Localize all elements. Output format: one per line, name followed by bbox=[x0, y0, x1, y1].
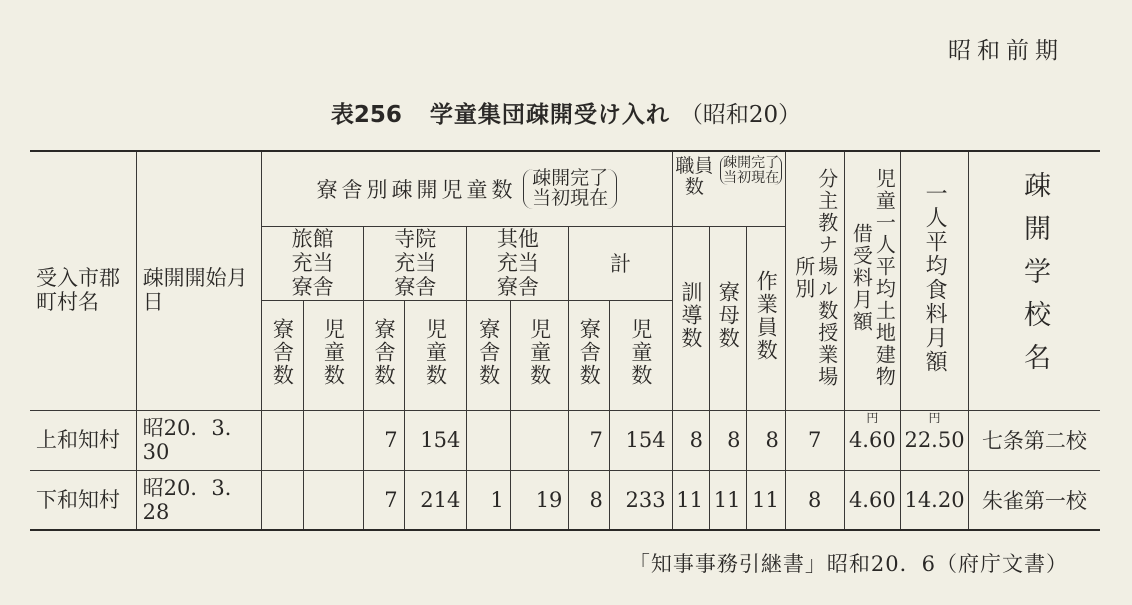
cell-food: 14.20 bbox=[901, 470, 969, 530]
header-temple-children: 児童数 bbox=[404, 300, 467, 410]
cell-municipality: 下和知村 bbox=[30, 470, 136, 530]
header-start-date: 疎開開始月日 bbox=[136, 151, 261, 410]
table-title bbox=[0, 96, 1132, 129]
cell-sagyo: 8 bbox=[747, 410, 785, 470]
cell-temple-dorms: 7 bbox=[364, 470, 404, 530]
cell-other-dorms bbox=[467, 410, 510, 470]
cell-branch: 8 bbox=[785, 470, 844, 530]
table-main-title: 学童集団疎開受け入れ bbox=[429, 102, 670, 128]
header-group-note bbox=[523, 166, 617, 209]
cell-ryobo: 8 bbox=[710, 410, 747, 470]
table-row bbox=[30, 470, 1100, 530]
header-staff-note-1: 疎開完了 bbox=[723, 155, 780, 171]
header-ryokan-dorms: 寮舎数 bbox=[262, 300, 303, 410]
header-other: 其他充当寮舎 bbox=[467, 226, 569, 300]
yen-unit: 円 bbox=[928, 410, 941, 425]
cell-rent: 4.60 bbox=[844, 470, 901, 530]
cell-municipality: 上和知村 bbox=[30, 410, 136, 470]
header-kundo: 訓導数 bbox=[672, 226, 709, 410]
table-title-year: （昭和20） bbox=[679, 102, 802, 128]
header-group-note-2: 当初現在 bbox=[532, 186, 609, 209]
cell-start-date: 昭20．3．30 bbox=[136, 410, 261, 470]
table-number: 表256 bbox=[330, 102, 402, 128]
cell-school: 七条第二校 bbox=[968, 410, 1100, 470]
cell-total-children: 233 bbox=[609, 470, 672, 530]
cell-other-dorms: 1 bbox=[467, 470, 510, 530]
cell-ryobo: 11 bbox=[710, 470, 747, 530]
cell-ryokan-dorms bbox=[262, 470, 303, 530]
cell-ryokan-dorms bbox=[262, 410, 303, 470]
cell-kundo: 11 bbox=[672, 470, 709, 530]
header-group-note-1: 疎開完了 bbox=[532, 166, 609, 189]
cell-food-value: 22.50 bbox=[904, 428, 965, 452]
header-other-dorms: 寮舎数 bbox=[467, 300, 510, 410]
header-ryokan-children: 児童数 bbox=[303, 300, 364, 410]
header-temple: 寺院充当寮舎 bbox=[364, 226, 467, 300]
cell-total-dorms: 7 bbox=[569, 410, 609, 470]
section-header: 昭和前期 bbox=[948, 38, 1064, 64]
header-school: 疎開学校名 bbox=[968, 151, 1100, 410]
yen-unit: 円 bbox=[866, 410, 879, 425]
header-staff-note-2: 当初現在 bbox=[723, 169, 780, 186]
header-rent: 児童一人平均土地建物借受料月額 bbox=[844, 151, 901, 410]
cell-ryokan-children bbox=[303, 410, 364, 470]
cell-rent-value: 4.60 bbox=[848, 428, 896, 452]
header-staff-main: 職員数 bbox=[675, 155, 714, 198]
cell-total-dorms: 8 bbox=[569, 470, 609, 530]
header-total-dorms: 寮舎数 bbox=[569, 300, 609, 410]
header-total-children: 児童数 bbox=[609, 300, 672, 410]
cell-temple-dorms: 7 bbox=[364, 410, 404, 470]
cell-branch: 7 bbox=[785, 410, 844, 470]
header-other-children: 児童数 bbox=[510, 300, 569, 410]
cell-ryokan-children bbox=[303, 470, 364, 530]
header-municipality: 受入市郡町村名 bbox=[30, 151, 136, 410]
cell-school: 朱雀第一校 bbox=[968, 470, 1100, 530]
header-staff-note bbox=[720, 156, 782, 185]
table-row bbox=[30, 410, 1100, 470]
cell-total-children: 154 bbox=[609, 410, 672, 470]
cell-kundo: 8 bbox=[672, 410, 709, 470]
header-branch: 分主教ナ場ル数授業場所別 bbox=[785, 151, 844, 410]
cell-rent bbox=[844, 410, 901, 470]
header-ryobo: 寮母数 bbox=[710, 226, 747, 410]
header-group-children bbox=[262, 151, 673, 226]
header-temple-dorms: 寮舎数 bbox=[364, 300, 404, 410]
header-total: 計 bbox=[569, 226, 672, 300]
cell-other-children bbox=[510, 410, 569, 470]
cell-temple-children: 154 bbox=[404, 410, 467, 470]
cell-temple-children: 214 bbox=[404, 470, 467, 530]
header-ryokan: 旅館充当寮舎 bbox=[262, 226, 364, 300]
header-staff bbox=[672, 151, 785, 226]
cell-start-date: 昭20．3．28 bbox=[136, 470, 261, 530]
cell-sagyo: 11 bbox=[747, 470, 785, 530]
header-group-main: 寮舎別疎開児童数 bbox=[316, 177, 517, 202]
cell-food bbox=[901, 410, 969, 470]
header-sagyo: 作業員数 bbox=[747, 226, 785, 410]
evacuation-table bbox=[30, 150, 1100, 531]
header-food: 一人平均食料月額 bbox=[901, 151, 969, 410]
source-citation: 「知事事務引継書」昭和20．6（府庁文書） bbox=[628, 552, 1068, 576]
cell-other-children: 19 bbox=[510, 470, 569, 530]
